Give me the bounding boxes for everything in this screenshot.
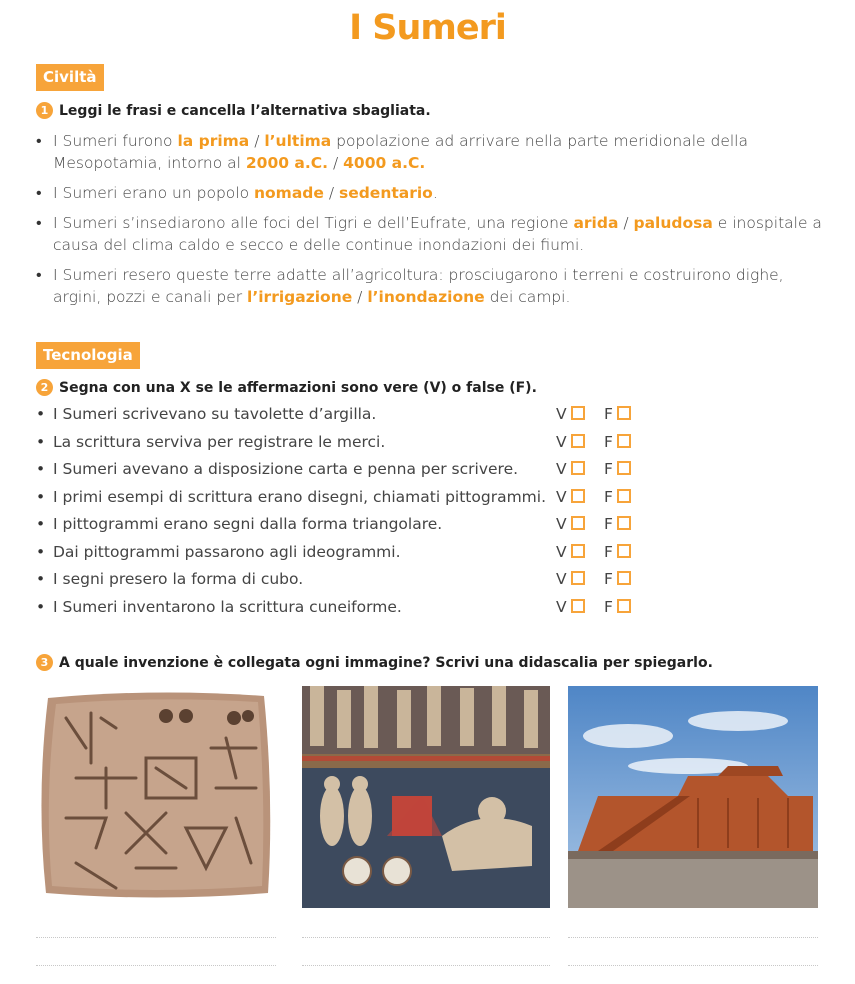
false-option[interactable]: F [604,405,631,423]
false-checkbox[interactable] [617,489,631,503]
list-item: • I Sumeri furono la prima / l’ultima popolazione ad arrivare nella parte meridionale della Mesopotamia, intorno al 2000 a.C. / 4000 a.C. [36,130,826,174]
page-title: I Sumeri [349,8,506,48]
false-checkbox[interactable] [617,434,631,448]
true-false-row [36,598,646,620]
ziggurat-image [568,686,818,908]
clay-tablet-image [36,688,276,903]
false-option[interactable]: F [604,570,631,588]
option-a[interactable]: l’irrigazione [247,288,353,306]
true-checkbox[interactable] [571,516,585,530]
bullet: • [36,597,46,616]
true-false-row [36,460,646,482]
true-option[interactable]: V [556,543,585,561]
caption-line[interactable] [302,965,550,966]
false-option[interactable]: F [604,460,631,478]
true-checkbox[interactable] [571,489,585,503]
statement-text: I pittogrammi erano segni dalla forma triangolare. [53,515,443,533]
bullet: • [36,542,46,561]
option-a[interactable]: nomade [253,184,324,202]
true-false-row [36,570,646,592]
task-number-badge: 3 [36,654,53,671]
caption-line[interactable] [568,965,818,966]
true-checkbox[interactable] [571,461,585,475]
statement-text: Dai pittogrammi passarono agli ideogrammi. [53,542,401,561]
false-checkbox[interactable] [617,516,631,530]
option-b[interactable]: 4000 a.C. [343,154,426,172]
task-1-instruction: Leggi le frasi e cancella l’alternativa sbagliata. [59,102,431,119]
false-option[interactable]: F [604,515,631,533]
caption-line[interactable] [568,937,818,938]
statement-text: I segni presero la forma di cubo. [53,570,304,588]
task-2-instruction: Segna con una X se le affermazioni sono vere (V) o false (F). [59,379,537,396]
statement-text: I Sumeri scrivevano su tavolette d’argilla. [53,405,377,423]
bullet: • [36,515,46,533]
option-b[interactable]: sedentario [338,184,433,202]
true-option[interactable]: V [556,515,585,533]
option-b[interactable]: l’ultima [264,132,332,150]
section-tag-civilta: Civiltà [36,64,104,91]
statement-text: I Sumeri inventarono la scrittura cuneiforme. [53,597,402,616]
false-option[interactable]: F [604,598,631,616]
list-item: • I Sumeri s’insediarono alle foci del Tigri e dell’Eufrate, una regione arida / paludosa e inospitale a causa del clima caldo e secco e delle continue inondazioni dei fiumi. [36,212,826,256]
true-option[interactable]: V [556,598,585,616]
bullet: • [36,570,46,588]
option-a[interactable]: la prima [177,132,250,150]
caption-line[interactable] [36,965,276,966]
option-b[interactable]: l’inondazione [367,288,485,306]
true-option[interactable]: V [556,405,585,423]
task-3-instruction: A quale invenzione è collegata ogni immagine? Scrivi una didascalia per spiegarlo. [59,654,713,671]
true-checkbox[interactable] [571,544,585,558]
true-checkbox[interactable] [571,406,585,420]
task-3-heading [36,654,713,671]
caption-line[interactable] [36,937,276,938]
true-false-row [36,433,646,455]
bullet: • [36,487,46,506]
list-item: • I Sumeri resero queste terre adatte all’agricoltura: prosciugarono i terreni e costruirono dighe, argini, pozzi e canali per l’irrigazione / l’inondazione dei campi. [36,264,826,308]
false-option[interactable]: F [604,488,631,506]
false-checkbox[interactable] [617,406,631,420]
false-checkbox[interactable] [617,571,631,585]
task-1-heading [36,102,431,119]
false-checkbox[interactable] [617,461,631,475]
true-checkbox[interactable] [571,599,585,613]
true-false-row [36,405,646,427]
true-option[interactable]: V [556,460,585,478]
true-false-row [36,515,646,537]
true-false-row [36,488,646,510]
true-checkbox[interactable] [571,434,585,448]
false-option[interactable]: F [604,543,631,561]
true-checkbox[interactable] [571,571,585,585]
false-checkbox[interactable] [617,544,631,558]
task-1-list [36,130,826,308]
task-2-heading [36,379,537,396]
option-a[interactable]: 2000 a.C. [245,154,329,172]
list-item: • I Sumeri erano un popolo nomade / sedentario. [36,182,826,204]
statement-text: I Sumeri avevano a disposizione carta e penna per scrivere. [53,460,519,478]
bullet: • [36,432,46,451]
caption-line[interactable] [302,937,550,938]
option-a[interactable]: arida [573,214,619,232]
statement-text: La scrittura serviva per registrare le merci. [53,432,386,451]
true-false-row [36,543,646,565]
task-number-badge: 2 [36,379,53,396]
bullet: • [36,405,46,423]
false-checkbox[interactable] [617,599,631,613]
statement-text: I primi esempi di scrittura erano disegni, chiamati pittogrammi. [53,487,546,506]
section-tag-tecnologia: Tecnologia [36,342,140,369]
false-option[interactable]: F [604,433,631,451]
task-number-badge: 1 [36,102,53,119]
true-option[interactable]: V [556,433,585,451]
mosaic-chariot-image [302,686,550,908]
bullet: • [36,460,46,478]
option-b[interactable]: paludosa [633,214,713,232]
true-option[interactable]: V [556,570,585,588]
true-option[interactable]: V [556,488,585,506]
